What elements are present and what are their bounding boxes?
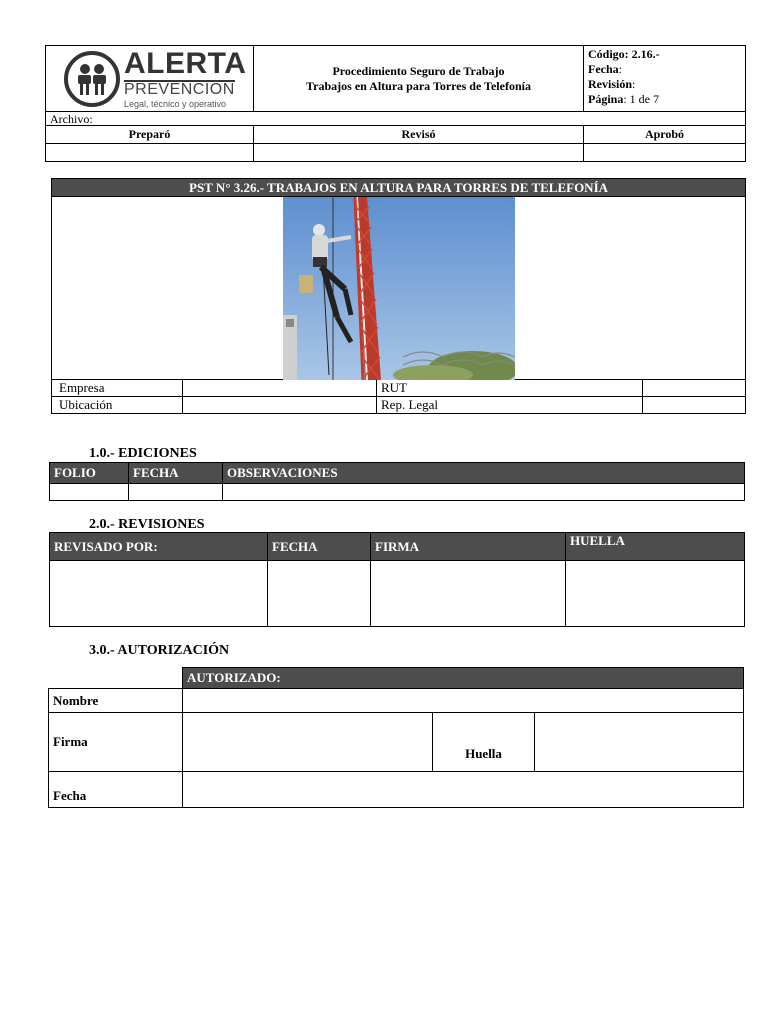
autorizacion-fecha-value[interactable]	[183, 772, 744, 808]
document-title-line1: Procedimiento Seguro de Trabajo	[332, 63, 505, 78]
preparo-value[interactable]	[46, 144, 254, 162]
document-header-table	[45, 45, 746, 162]
logo-subtitle: PREVENCIÓN	[124, 80, 235, 98]
codigo-value: 2.16.-	[631, 47, 660, 61]
revisiones-fecha-header: FECHA	[268, 533, 371, 561]
revisado-por-header: REVISADO POR:	[50, 533, 268, 561]
huella-label: Huella	[433, 713, 535, 772]
rep-legal-label: Rep. Legal	[377, 397, 643, 414]
aprobo-header: Aprobó	[584, 126, 746, 144]
pagina-label: Página	[588, 92, 624, 106]
observaciones-header: OBSERVACIONES	[223, 463, 745, 484]
rut-label: RUT	[377, 380, 643, 397]
document-title-line2: Trabajos en Altura para Torres de Telefonía	[306, 78, 531, 93]
huella-header: HUELLA	[566, 533, 745, 561]
autorizacion-fecha-label: Fecha	[49, 772, 183, 808]
logo-cell	[46, 46, 254, 112]
autorizacion-table	[48, 667, 744, 808]
firma-value[interactable]	[371, 561, 566, 627]
fecha-label: Fecha	[588, 62, 619, 76]
autorizacion-title: 3.0.- AUTORIZACIÓN	[89, 643, 230, 658]
codigo-label: Código:	[588, 47, 629, 61]
photo-cell	[52, 197, 746, 380]
revisiones-title: 2.0.- REVISIONES	[89, 517, 205, 532]
autorizacion-huella-value[interactable]	[535, 713, 744, 772]
fecha-header: FECHA	[129, 463, 223, 484]
observaciones-value[interactable]	[223, 484, 745, 501]
autorizacion-spacer	[49, 668, 183, 689]
ediciones-table	[49, 462, 745, 501]
revisiones-table	[49, 532, 745, 627]
logo-tagline: Legal, técnico y operativo	[124, 98, 227, 109]
ediciones-title: 1.0.- EDICIONES	[89, 446, 197, 461]
revision-label: Revisión	[588, 77, 633, 91]
ubicacion-value[interactable]	[183, 397, 377, 414]
ubicacion-label: Ubicación	[52, 397, 183, 414]
alerta-prevencion-logo-icon	[64, 51, 120, 107]
huella-value[interactable]	[566, 561, 745, 627]
fecha-value: :	[618, 62, 622, 76]
pst-title: PST N° 3.26.- TRABAJOS EN ALTURA PARA TORRES DE TELEFONÍA	[52, 179, 746, 197]
empresa-label: Empresa	[52, 380, 183, 397]
revisado-por-value[interactable]	[50, 561, 268, 627]
pagina-value: : 1 de 7	[623, 92, 660, 106]
aprobo-value[interactable]	[584, 144, 746, 162]
folio-header: FOLIO	[50, 463, 129, 484]
tower-worker-photo	[283, 197, 515, 380]
document-meta-cell	[584, 46, 746, 112]
nombre-label: Nombre	[49, 689, 183, 713]
logo-brand: ALERTA	[124, 46, 247, 80]
preparo-header: Preparó	[46, 126, 254, 144]
document-title-cell	[254, 46, 584, 112]
autorizacion-firma-value[interactable]	[183, 713, 433, 772]
empresa-value[interactable]	[183, 380, 377, 397]
reviso-header: Revisó	[254, 126, 584, 144]
firma-header: FIRMA	[371, 533, 566, 561]
reviso-value[interactable]	[254, 144, 584, 162]
pst-table	[51, 178, 746, 414]
folio-value[interactable]	[50, 484, 129, 501]
archivo-cell: Archivo:	[46, 112, 746, 126]
autorizado-header: AUTORIZADO:	[183, 668, 744, 689]
nombre-value[interactable]	[183, 689, 744, 713]
firma-label: Firma	[49, 713, 183, 772]
revisiones-fecha-value[interactable]	[268, 561, 371, 627]
ediciones-fecha-value[interactable]	[129, 484, 223, 501]
rep-legal-value[interactable]	[643, 397, 746, 414]
rut-value[interactable]	[643, 380, 746, 397]
revision-value: :	[632, 77, 636, 91]
